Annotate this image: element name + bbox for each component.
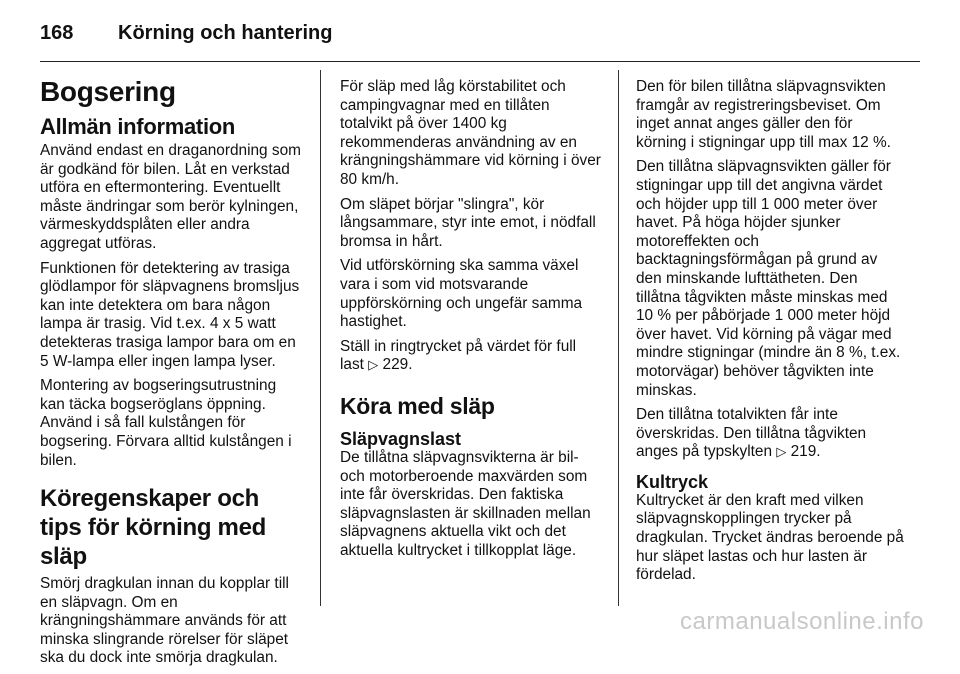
minor-heading: Kultryck	[636, 471, 709, 492]
column-divider	[320, 70, 321, 606]
paragraph: De tillåtna släpvagnsvikterna är bil- och motorberoende maxvärden som inte får överskridas. Den faktiska släpvagnslasten är skillnaden mellan släpvagnens aktuella vikt och det aktuella kultrycket i tillkopplat läge.	[340, 448, 591, 559]
paragraph: Den för bilen tillåtna släpvagnsvikten framgår av registreringsbeviset. Om inget annat anges gäller den för körning i stigningar upp till max 12 %.	[636, 78, 891, 151]
paragraph-text: Den tillåtna totalvikten får inte överskridas. Den tillåtna tågvikten anges på typskylten	[636, 406, 867, 461]
page-number: 168	[40, 22, 74, 44]
page-reference[interactable]: 219.	[790, 443, 821, 461]
paragraph	[636, 406, 904, 462]
subsection-heading: Köra med släp	[340, 392, 495, 419]
chapter-title: Körning och hantering	[118, 22, 333, 44]
column-divider	[618, 70, 619, 606]
paragraph	[340, 338, 602, 375]
header-divider	[40, 61, 920, 62]
paragraph: Den tillåtna släpvagnsvikten gäller för stigningar upp till det angivna värdet och höjder upp till 1 000 meter över havet. På höga höjder sjunker motoreffekten och backtagningsförmågan på grund av den minskande lufttätheten. Den tillåtna tågvikten måste minskas med 10 % per påbörjade 1 000 meter höjd över havet. Vid körning på vägar med mindre stigningar (mindre än 8 %, t.ex. motorvägar) behöver tågvikten inte minskas.	[636, 158, 901, 399]
paragraph: Smörj dragkulan innan du kopplar till en släpvagn. Om en krängningshämmare används för att minska slingrande rörelser för släpet ska du dock inte smörja dragkulan.	[40, 575, 289, 667]
page-header	[40, 22, 332, 46]
column-1	[40, 70, 302, 674]
subsection-heading: Köregenskaper och tips för körning med släp	[40, 485, 267, 571]
paragraph: Montering av bogseringsutrustning kan täcka bogseröglans öppning. Använd i så fall kulstången för bogsering. Förvara alltid kulstången i bilen.	[40, 377, 292, 469]
paragraph: För släp med låg körstabilitet och campingvagnar med en tillåten totalvikt på över 1400 kg rekommenderas användning av en krängningshämmare vid körning i över 80 km/h.	[340, 78, 601, 188]
minor-heading: Släpvagnslast	[340, 428, 462, 449]
column-2	[340, 78, 602, 566]
paragraph-text: Ställ in ringtrycket på värdet för full last	[340, 337, 577, 374]
paragraph: Vid utförskörning ska samma växel vara i som vid motsvarande uppförskörning och ungefär samma hastighet.	[340, 257, 583, 331]
paragraph: Funktionen för detektering av trasiga glödlampor för släpvagnens bromsljus kan inte detektera om bara någon lampa är trasig. Vid t.ex. 4 x 5 watt detekteras trasiga lampor bara om en 5 W-lampa eller ingen lampa lyser.	[40, 259, 300, 370]
watermark: carmanualsonline.info	[680, 608, 924, 635]
subsection-heading: Allmän information	[40, 114, 236, 139]
section-title: Bogsering	[40, 76, 176, 107]
page-ref-arrow-icon: ▷	[776, 444, 787, 460]
page-ref-arrow-icon: ▷	[368, 357, 379, 373]
paragraph: Använd endast en draganordning som är godkänd för bilen. Låt en verkstad utföra en eftermontering. Eventuellt måste ändringar som berör kylningen, värmeskyddsplåten eller andra aggregat utföras.	[40, 142, 301, 252]
page-reference[interactable]: 229.	[382, 356, 413, 374]
column-3	[636, 78, 904, 591]
paragraph: Om släpet börjar "slingra", kör långsammare, styr inte emot, i nödfall bromsa in hårt.	[340, 195, 596, 250]
paragraph: Kultrycket är den kraft med vilken släpvagnskopplingen trycker på dragkulan. Trycket ändras beroende på hur släpet lastas och hur lasten är fördelad.	[636, 491, 904, 584]
